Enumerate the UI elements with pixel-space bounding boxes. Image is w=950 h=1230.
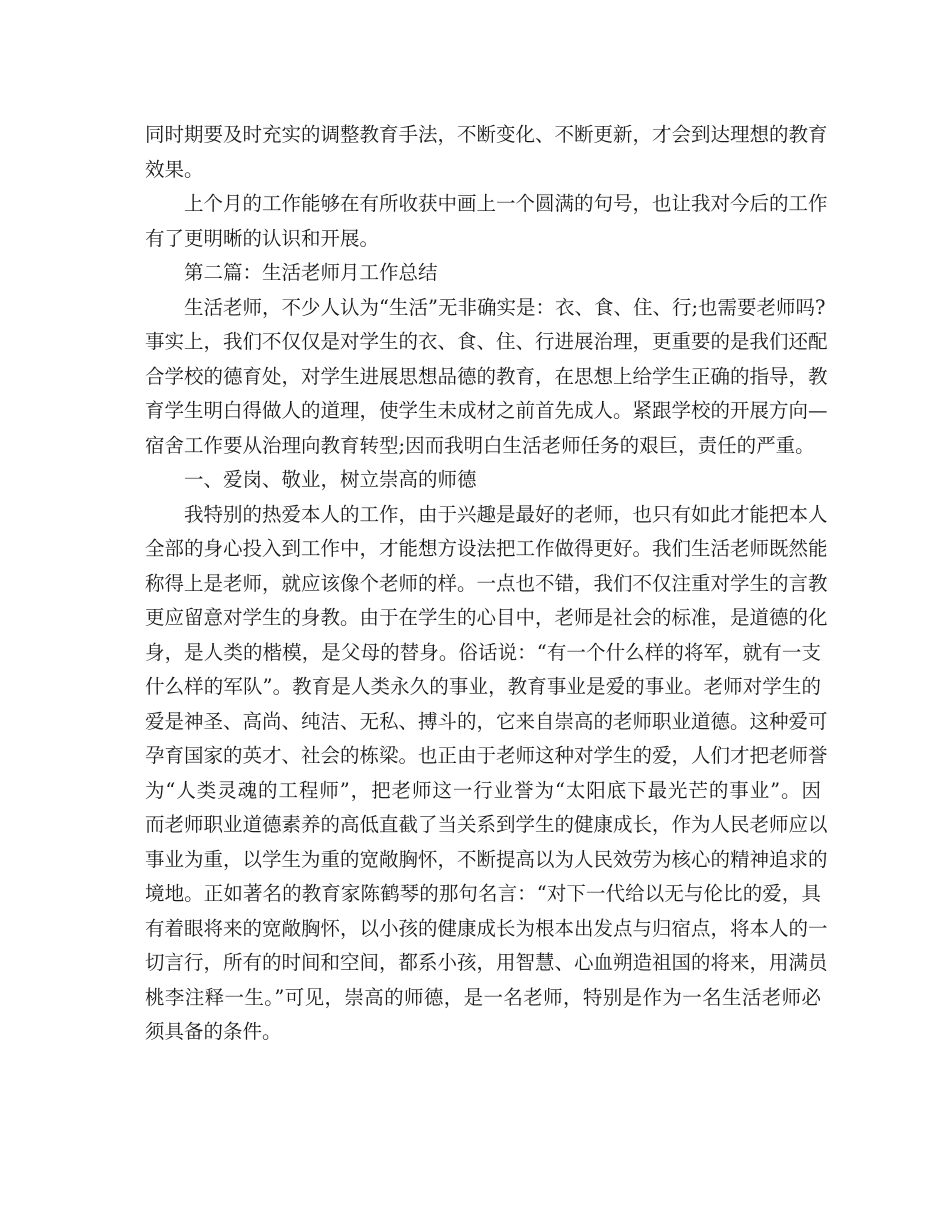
text-line: 桃李注释一生。”可见，崇高的师德，是一名老师，特别是作为一名生活老师必 bbox=[145, 985, 821, 1009]
text-line: 爱是神圣、高尚、纯洁、无私、搏斗的，它来自崇高的老师职业道德。这种爱可 bbox=[145, 709, 828, 733]
heading-text: 第二篇：生活老师月工作总结 bbox=[184, 261, 438, 284]
text-line: 全部的身心投入到工作中，才能想方设法把工作做得更好。我们生活老师既然能 bbox=[145, 537, 828, 560]
text-line: 须具备的条件。 bbox=[145, 1020, 282, 1043]
text-line: 事业为重，以学生为重的宽敞胸怀，不断提高以为人民效劳为核心的精神追求的 bbox=[145, 847, 828, 871]
text-line: 境地。正如著名的教育家陈鹤琴的那句名言：“对下一代给以无与伦比的爱，具 bbox=[145, 882, 821, 905]
text-line: 为“人类灵魂的工程师”，把老师这一行业誉为“太阳底下最光芒的事业”。因 bbox=[145, 778, 821, 802]
document-body bbox=[145, 118, 828, 1050]
text-line: 效果。 bbox=[145, 157, 204, 181]
text-line: 有着眼将来的宽敞胸怀，以小孩的健康成长为根本出发点与归宿点，将本人的一 bbox=[145, 916, 828, 940]
text-line: 合学校的德育处，对学生进展思想品德的教育，在思想上给学生正确的指导，教 bbox=[145, 364, 828, 388]
paragraph bbox=[145, 291, 828, 464]
text-line: 孕育国家的英才、社会的栋梁。也正由于老师这种对学生的爱，人们才把老师誉 bbox=[145, 744, 828, 767]
text-line: 我特别的热爱本人的工作，由于兴趣是最好的老师，也只有如此才能把本人 bbox=[184, 502, 828, 526]
subsection-heading bbox=[145, 463, 821, 498]
paragraph bbox=[145, 498, 828, 1050]
text-line: 切言行，所有的时间和空间，都系小孩，用智慧、心血朔造祖国的将来，用满员 bbox=[145, 951, 828, 974]
text-line: 生活老师，不少人认为“生活”无非确实是：衣、食、住、行;也需要老师吗? bbox=[184, 295, 826, 319]
text-line: 更应留意对学生的身教。由于在学生的心目中，老师是社会的标准，是道德的化 bbox=[145, 606, 828, 629]
section-heading bbox=[145, 256, 821, 291]
text-line: 称得上是老师，就应该像个老师的样。一点也不错，我们不仅注重对学生的言教 bbox=[145, 571, 828, 595]
text-line: 事实上，我们不仅仅是对学生的衣、食、住、行进展治理，更重要的是我们还配 bbox=[145, 330, 828, 353]
text-line: 育学生明白得做人的道理，使学生未成材之前首先成人。紧跟学校的开展方向— bbox=[145, 399, 828, 422]
text-line: 什么样的军队”。教育是人类永久的事业，教育事业是爱的事业。老师对学生的 bbox=[145, 675, 821, 698]
text-line: 身，是人类的楷模，是父母的替身。俗话说：“有一个什么样的将军，就有一支 bbox=[145, 640, 821, 664]
heading-text: 一、爱岗、敬业，树立崇高的师德 bbox=[184, 468, 477, 491]
text-line: 同时期要及时充实的调整教育手法，不断变化、不断更新，才会到达理想的教育 bbox=[145, 123, 828, 146]
text-line: 有了更明晰的认识和开展。 bbox=[145, 226, 380, 250]
paragraph bbox=[145, 118, 828, 187]
paragraph bbox=[145, 187, 828, 256]
text-line: 宿舍工作要从治理向教育转型;因而我明白生活老师任务的艰巨，责任的严重。 bbox=[145, 433, 815, 457]
text-line: 而老师职业道德素养的高低直截了当关系到学生的健康成长，作为人民老师应以 bbox=[145, 813, 828, 836]
text-line: 上个月的工作能够在有所收获中画上一个圆满的句号，也让我对今后的工作 bbox=[184, 192, 828, 215]
